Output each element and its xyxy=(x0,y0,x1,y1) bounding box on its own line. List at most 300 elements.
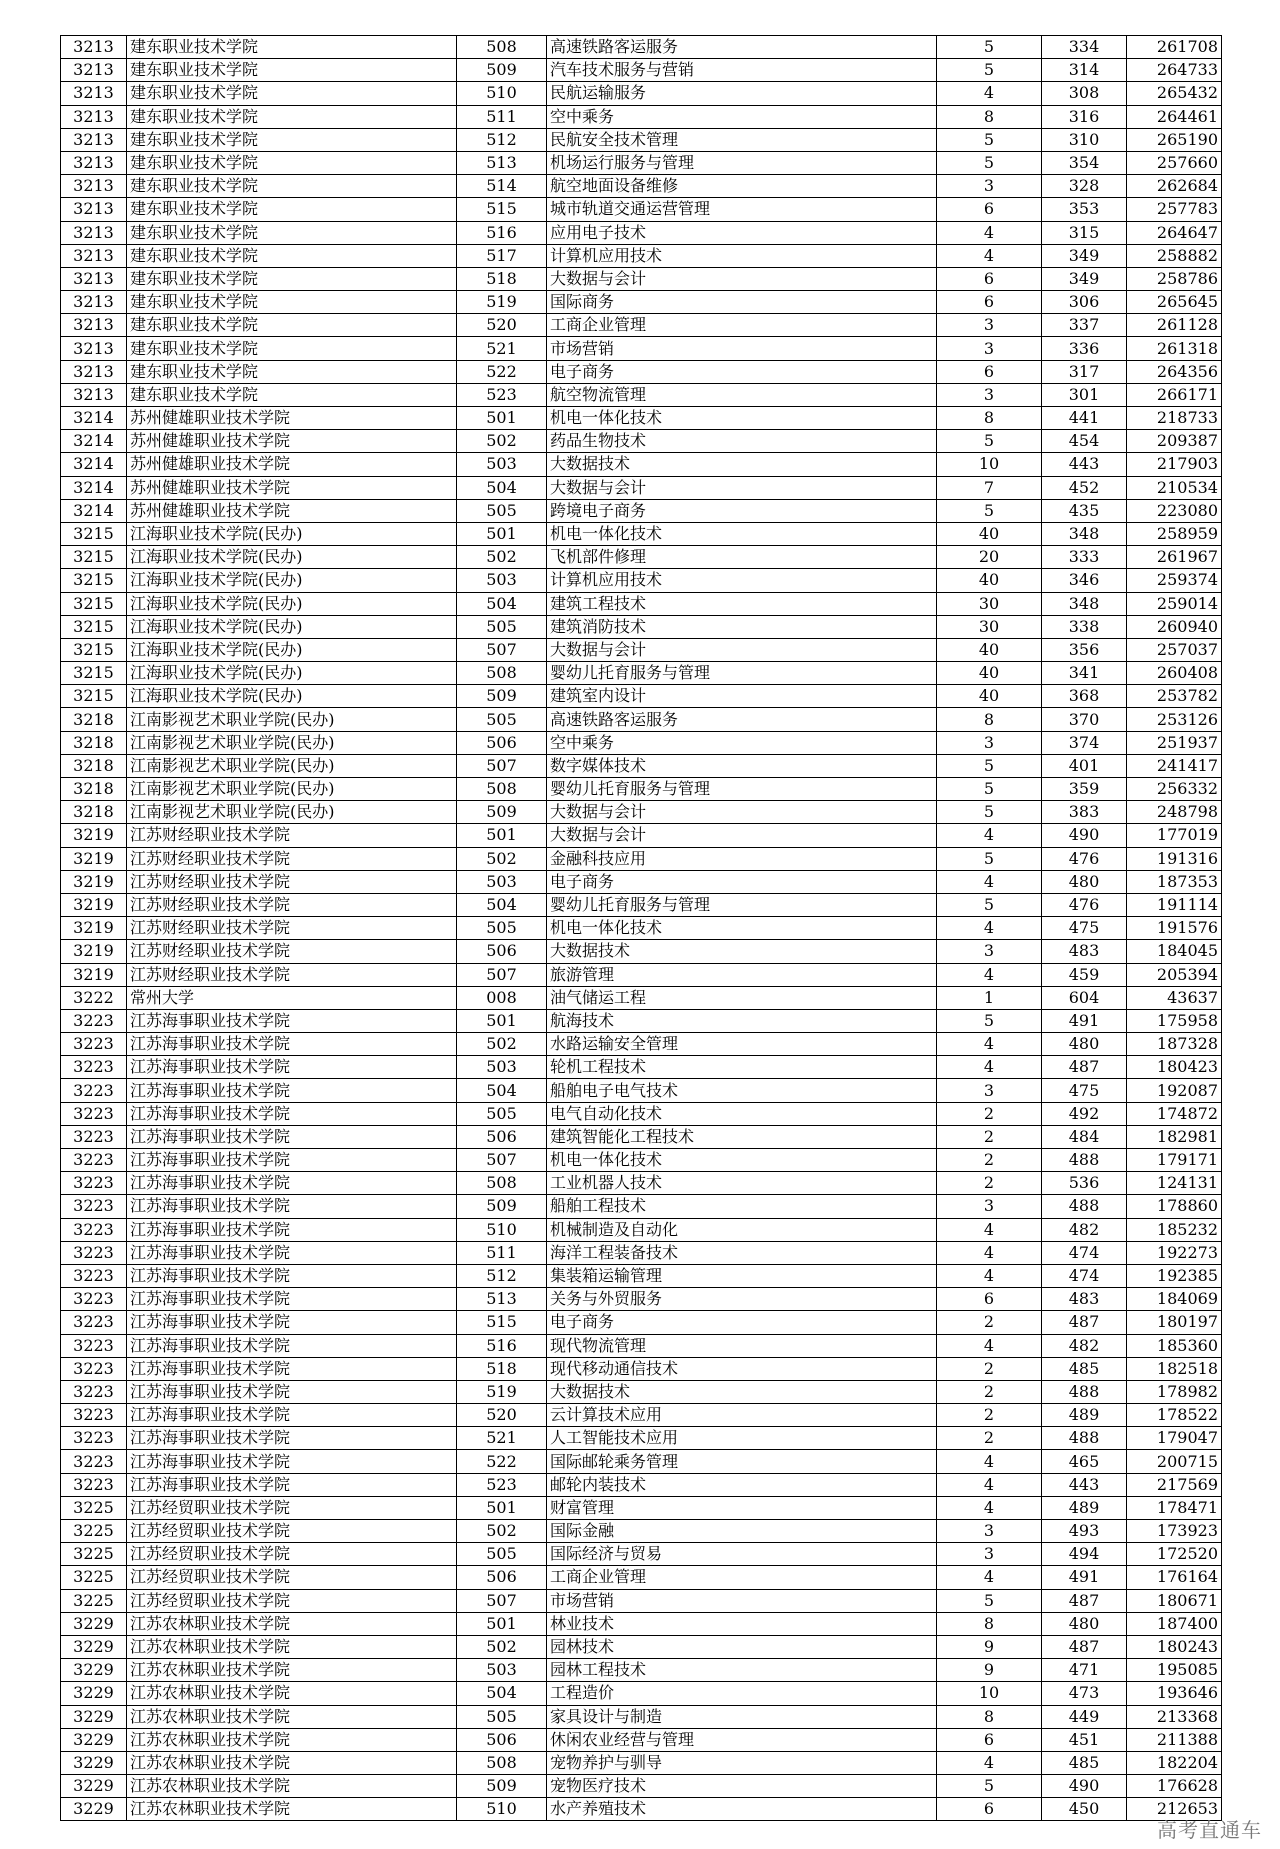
cell-min-rank: 217903 xyxy=(1127,453,1222,476)
cell-major-code: 506 xyxy=(457,731,547,754)
cell-school-name: 江南影视艺术职业学院(民办) xyxy=(127,801,457,824)
table-row xyxy=(61,314,1222,337)
cell-min-score: 494 xyxy=(1042,1543,1127,1566)
table-row xyxy=(61,105,1222,128)
cell-major-code: 516 xyxy=(457,221,547,244)
cell-major-name: 园林技术 xyxy=(547,1635,937,1658)
table-row xyxy=(61,546,1222,569)
table-row xyxy=(61,244,1222,267)
cell-min-rank: 192087 xyxy=(1127,1079,1222,1102)
cell-school-code: 3219 xyxy=(61,940,127,963)
cell-major-name: 家具设计与制造 xyxy=(547,1705,937,1728)
table-row xyxy=(61,1566,1222,1589)
table-row xyxy=(61,801,1222,824)
cell-min-rank: 205394 xyxy=(1127,963,1222,986)
cell-min-rank: 182981 xyxy=(1127,1125,1222,1148)
cell-school-name: 苏州健雄职业技术学院 xyxy=(127,407,457,430)
cell-min-rank: 177019 xyxy=(1127,824,1222,847)
cell-school-name: 江苏经贸职业技术学院 xyxy=(127,1566,457,1589)
cell-school-name: 江海职业技术学院(民办) xyxy=(127,638,457,661)
cell-major-name: 国际商务 xyxy=(547,291,937,314)
cell-major-code: 509 xyxy=(457,801,547,824)
cell-school-code: 3215 xyxy=(61,546,127,569)
cell-major-name: 电子商务 xyxy=(547,360,937,383)
cell-school-code: 3213 xyxy=(61,175,127,198)
cell-min-score: 336 xyxy=(1042,337,1127,360)
cell-plan-count: 8 xyxy=(937,1705,1042,1728)
cell-school-code: 3219 xyxy=(61,917,127,940)
cell-plan-count: 40 xyxy=(937,685,1042,708)
cell-school-code: 3229 xyxy=(61,1635,127,1658)
cell-major-code: 504 xyxy=(457,893,547,916)
cell-school-code: 3223 xyxy=(61,1241,127,1264)
table-row xyxy=(61,1728,1222,1751)
table-row xyxy=(61,1496,1222,1519)
table-row xyxy=(61,36,1222,59)
cell-school-name: 江南影视艺术职业学院(民办) xyxy=(127,708,457,731)
cell-major-code: 519 xyxy=(457,1380,547,1403)
cell-min-score: 452 xyxy=(1042,476,1127,499)
cell-major-name: 工程造价 xyxy=(547,1682,937,1705)
cell-school-code: 3219 xyxy=(61,824,127,847)
cell-school-name: 建东职业技术学院 xyxy=(127,360,457,383)
cell-school-name: 江苏财经职业技术学院 xyxy=(127,893,457,916)
cell-major-name: 宠物养护与驯导 xyxy=(547,1751,937,1774)
cell-min-rank: 191114 xyxy=(1127,893,1222,916)
cell-major-name: 国际金融 xyxy=(547,1520,937,1543)
cell-min-score: 475 xyxy=(1042,1079,1127,1102)
cell-major-name: 航海技术 xyxy=(547,1009,937,1032)
table-row xyxy=(61,708,1222,731)
table-row xyxy=(61,175,1222,198)
cell-school-name: 建东职业技术学院 xyxy=(127,267,457,290)
cell-major-name: 城市轨道交通运营管理 xyxy=(547,198,937,221)
cell-major-name: 现代物流管理 xyxy=(547,1334,937,1357)
cell-school-code: 3225 xyxy=(61,1520,127,1543)
cell-min-score: 450 xyxy=(1042,1798,1127,1821)
cell-school-name: 建东职业技术学院 xyxy=(127,128,457,151)
cell-school-code: 3213 xyxy=(61,314,127,337)
cell-school-name: 江苏财经职业技术学院 xyxy=(127,870,457,893)
cell-min-rank: 179047 xyxy=(1127,1427,1222,1450)
cell-major-name: 大数据技术 xyxy=(547,453,937,476)
cell-school-code: 3213 xyxy=(61,151,127,174)
cell-school-name: 江苏海事职业技术学院 xyxy=(127,1009,457,1032)
cell-min-rank: 192385 xyxy=(1127,1264,1222,1287)
cell-major-code: 517 xyxy=(457,244,547,267)
cell-school-name: 苏州健雄职业技术学院 xyxy=(127,499,457,522)
cell-major-name: 轮机工程技术 xyxy=(547,1056,937,1079)
cell-school-code: 3223 xyxy=(61,1172,127,1195)
cell-plan-count: 2 xyxy=(937,1172,1042,1195)
cell-major-name: 空中乘务 xyxy=(547,731,937,754)
cell-plan-count: 6 xyxy=(937,360,1042,383)
cell-school-name: 建东职业技术学院 xyxy=(127,36,457,59)
cell-school-code: 3229 xyxy=(61,1798,127,1821)
cell-min-rank: 266171 xyxy=(1127,383,1222,406)
cell-min-score: 383 xyxy=(1042,801,1127,824)
cell-min-score: 348 xyxy=(1042,592,1127,615)
cell-school-name: 江苏农林职业技术学院 xyxy=(127,1728,457,1751)
cell-min-rank: 178982 xyxy=(1127,1380,1222,1403)
cell-min-score: 317 xyxy=(1042,360,1127,383)
cell-plan-count: 3 xyxy=(937,314,1042,337)
cell-major-name: 园林工程技术 xyxy=(547,1659,937,1682)
cell-min-rank: 260940 xyxy=(1127,615,1222,638)
cell-min-rank: 178860 xyxy=(1127,1195,1222,1218)
cell-school-code: 3215 xyxy=(61,685,127,708)
admission-score-table xyxy=(60,35,1222,1821)
cell-min-score: 493 xyxy=(1042,1520,1127,1543)
cell-min-rank: 180671 xyxy=(1127,1589,1222,1612)
table-row xyxy=(61,1798,1222,1821)
cell-min-rank: 261318 xyxy=(1127,337,1222,360)
cell-min-rank: 264647 xyxy=(1127,221,1222,244)
cell-min-rank: 192273 xyxy=(1127,1241,1222,1264)
table-row xyxy=(61,1218,1222,1241)
cell-min-rank: 253782 xyxy=(1127,685,1222,708)
cell-min-score: 349 xyxy=(1042,267,1127,290)
table-row xyxy=(61,198,1222,221)
cell-min-score: 449 xyxy=(1042,1705,1127,1728)
cell-school-name: 建东职业技术学院 xyxy=(127,314,457,337)
cell-major-name: 婴幼儿托育服务与管理 xyxy=(547,893,937,916)
cell-major-code: 508 xyxy=(457,1751,547,1774)
cell-school-name: 江苏海事职业技术学院 xyxy=(127,1427,457,1450)
cell-plan-count: 4 xyxy=(937,1450,1042,1473)
cell-min-score: 315 xyxy=(1042,221,1127,244)
cell-plan-count: 40 xyxy=(937,522,1042,545)
cell-min-score: 488 xyxy=(1042,1195,1127,1218)
cell-school-name: 江海职业技术学院(民办) xyxy=(127,615,457,638)
cell-min-score: 353 xyxy=(1042,198,1127,221)
cell-min-rank: 218733 xyxy=(1127,407,1222,430)
cell-min-rank: 43637 xyxy=(1127,986,1222,1009)
table-row xyxy=(61,870,1222,893)
cell-min-rank: 217569 xyxy=(1127,1473,1222,1496)
cell-major-code: 513 xyxy=(457,151,547,174)
cell-major-code: 506 xyxy=(457,1728,547,1751)
cell-min-rank: 259374 xyxy=(1127,569,1222,592)
cell-min-rank: 187400 xyxy=(1127,1612,1222,1635)
cell-school-name: 江苏财经职业技术学院 xyxy=(127,847,457,870)
cell-min-rank: 184045 xyxy=(1127,940,1222,963)
cell-major-name: 大数据技术 xyxy=(547,1380,937,1403)
cell-major-name: 邮轮内装技术 xyxy=(547,1473,937,1496)
cell-min-score: 487 xyxy=(1042,1056,1127,1079)
cell-school-name: 江苏海事职业技术学院 xyxy=(127,1033,457,1056)
cell-school-code: 3214 xyxy=(61,476,127,499)
table-row xyxy=(61,360,1222,383)
cell-plan-count: 6 xyxy=(937,1288,1042,1311)
cell-plan-count: 2 xyxy=(937,1427,1042,1450)
table-row xyxy=(61,1102,1222,1125)
cell-school-code: 3213 xyxy=(61,291,127,314)
cell-min-rank: 264356 xyxy=(1127,360,1222,383)
cell-min-rank: 251937 xyxy=(1127,731,1222,754)
cell-school-name: 苏州健雄职业技术学院 xyxy=(127,453,457,476)
cell-major-code: 502 xyxy=(457,1635,547,1658)
cell-min-score: 443 xyxy=(1042,1473,1127,1496)
cell-min-rank: 187353 xyxy=(1127,870,1222,893)
cell-school-code: 3223 xyxy=(61,1125,127,1148)
cell-school-code: 3214 xyxy=(61,499,127,522)
cell-school-code: 3225 xyxy=(61,1543,127,1566)
cell-min-score: 374 xyxy=(1042,731,1127,754)
cell-min-rank: 191576 xyxy=(1127,917,1222,940)
cell-major-name: 工商企业管理 xyxy=(547,314,937,337)
cell-school-name: 江苏经贸职业技术学院 xyxy=(127,1543,457,1566)
table-row xyxy=(61,476,1222,499)
cell-school-code: 3229 xyxy=(61,1775,127,1798)
cell-min-score: 489 xyxy=(1042,1404,1127,1427)
cell-min-rank: 261708 xyxy=(1127,36,1222,59)
cell-school-name: 江苏农林职业技术学院 xyxy=(127,1705,457,1728)
cell-plan-count: 4 xyxy=(937,870,1042,893)
cell-plan-count: 3 xyxy=(937,1520,1042,1543)
cell-min-score: 333 xyxy=(1042,546,1127,569)
cell-min-rank: 187328 xyxy=(1127,1033,1222,1056)
cell-school-code: 3214 xyxy=(61,407,127,430)
cell-min-rank: 182518 xyxy=(1127,1357,1222,1380)
cell-school-name: 江苏海事职业技术学院 xyxy=(127,1288,457,1311)
cell-school-name: 建东职业技术学院 xyxy=(127,151,457,174)
cell-min-score: 487 xyxy=(1042,1311,1127,1334)
cell-school-code: 3213 xyxy=(61,337,127,360)
table-row xyxy=(61,1635,1222,1658)
cell-major-code: 520 xyxy=(457,1404,547,1427)
table-row xyxy=(61,430,1222,453)
table-row xyxy=(61,1241,1222,1264)
cell-major-code: 505 xyxy=(457,615,547,638)
cell-school-name: 江海职业技术学院(民办) xyxy=(127,569,457,592)
cell-min-rank: 178471 xyxy=(1127,1496,1222,1519)
cell-school-name: 江苏海事职业技术学院 xyxy=(127,1172,457,1195)
cell-min-rank: 195085 xyxy=(1127,1659,1222,1682)
cell-major-name: 高速铁路客运服务 xyxy=(547,36,937,59)
cell-major-code: 512 xyxy=(457,128,547,151)
watermark: 高考直通车 xyxy=(1157,1818,1262,1842)
cell-plan-count: 3 xyxy=(937,175,1042,198)
cell-school-code: 3213 xyxy=(61,36,127,59)
cell-major-name: 数字媒体技术 xyxy=(547,754,937,777)
cell-min-rank: 265645 xyxy=(1127,291,1222,314)
table-row xyxy=(61,1195,1222,1218)
cell-plan-count: 1 xyxy=(937,986,1042,1009)
cell-plan-count: 4 xyxy=(937,917,1042,940)
table-row xyxy=(61,638,1222,661)
cell-min-score: 308 xyxy=(1042,82,1127,105)
cell-major-name: 海洋工程装备技术 xyxy=(547,1241,937,1264)
cell-plan-count: 2 xyxy=(937,1357,1042,1380)
cell-plan-count: 8 xyxy=(937,407,1042,430)
cell-plan-count: 4 xyxy=(937,1566,1042,1589)
table-row xyxy=(61,1612,1222,1635)
cell-school-name: 江海职业技术学院(民办) xyxy=(127,592,457,615)
table-row xyxy=(61,615,1222,638)
cell-major-name: 大数据技术 xyxy=(547,940,937,963)
cell-major-name: 机电一体化技术 xyxy=(547,1149,937,1172)
cell-school-name: 江苏财经职业技术学院 xyxy=(127,824,457,847)
cell-min-rank: 259014 xyxy=(1127,592,1222,615)
cell-major-name: 林业技术 xyxy=(547,1612,937,1635)
cell-min-rank: 185232 xyxy=(1127,1218,1222,1241)
table-row xyxy=(61,569,1222,592)
cell-major-code: 520 xyxy=(457,314,547,337)
table-row xyxy=(61,917,1222,940)
cell-school-code: 3219 xyxy=(61,963,127,986)
table-row xyxy=(61,522,1222,545)
cell-major-code: 515 xyxy=(457,198,547,221)
cell-major-code: 008 xyxy=(457,986,547,1009)
cell-min-score: 443 xyxy=(1042,453,1127,476)
cell-plan-count: 3 xyxy=(937,1543,1042,1566)
table-row xyxy=(61,128,1222,151)
cell-plan-count: 6 xyxy=(937,1728,1042,1751)
cell-major-name: 电子商务 xyxy=(547,1311,937,1334)
cell-school-name: 江苏海事职业技术学院 xyxy=(127,1334,457,1357)
cell-plan-count: 4 xyxy=(937,244,1042,267)
cell-school-code: 3213 xyxy=(61,59,127,82)
cell-school-code: 3218 xyxy=(61,754,127,777)
cell-major-code: 523 xyxy=(457,383,547,406)
table-row xyxy=(61,754,1222,777)
cell-plan-count: 4 xyxy=(937,1473,1042,1496)
cell-school-name: 江海职业技术学院(民办) xyxy=(127,662,457,685)
cell-school-name: 江海职业技术学院(民办) xyxy=(127,522,457,545)
cell-school-code: 3214 xyxy=(61,453,127,476)
table-row xyxy=(61,1520,1222,1543)
cell-min-rank: 258786 xyxy=(1127,267,1222,290)
cell-min-rank: 180243 xyxy=(1127,1635,1222,1658)
cell-major-name: 建筑消防技术 xyxy=(547,615,937,638)
cell-school-name: 江苏农林职业技术学院 xyxy=(127,1751,457,1774)
cell-plan-count: 10 xyxy=(937,453,1042,476)
table-row xyxy=(61,1589,1222,1612)
cell-major-name: 民航安全技术管理 xyxy=(547,128,937,151)
cell-min-score: 349 xyxy=(1042,244,1127,267)
cell-plan-count: 9 xyxy=(937,1659,1042,1682)
cell-plan-count: 2 xyxy=(937,1125,1042,1148)
cell-plan-count: 4 xyxy=(937,1056,1042,1079)
table-row xyxy=(61,1751,1222,1774)
cell-min-rank: 174872 xyxy=(1127,1102,1222,1125)
cell-school-name: 江苏经贸职业技术学院 xyxy=(127,1589,457,1612)
cell-school-name: 建东职业技术学院 xyxy=(127,337,457,360)
cell-school-code: 3215 xyxy=(61,638,127,661)
cell-school-code: 3222 xyxy=(61,986,127,1009)
table-row xyxy=(61,82,1222,105)
cell-school-code: 3229 xyxy=(61,1659,127,1682)
table-row xyxy=(61,499,1222,522)
cell-plan-count: 6 xyxy=(937,198,1042,221)
cell-major-name: 云计算技术应用 xyxy=(547,1404,937,1427)
table-row xyxy=(61,685,1222,708)
cell-min-score: 483 xyxy=(1042,940,1127,963)
cell-min-rank: 258882 xyxy=(1127,244,1222,267)
cell-plan-count: 6 xyxy=(937,267,1042,290)
cell-major-name: 婴幼儿托育服务与管理 xyxy=(547,778,937,801)
cell-plan-count: 4 xyxy=(937,1496,1042,1519)
table-row xyxy=(61,592,1222,615)
cell-major-code: 501 xyxy=(457,407,547,430)
cell-major-code: 510 xyxy=(457,1218,547,1241)
cell-major-code: 514 xyxy=(457,175,547,198)
cell-min-rank: 241417 xyxy=(1127,754,1222,777)
cell-plan-count: 5 xyxy=(937,1775,1042,1798)
cell-min-rank: 248798 xyxy=(1127,801,1222,824)
cell-major-code: 516 xyxy=(457,1334,547,1357)
cell-major-code: 503 xyxy=(457,870,547,893)
cell-min-score: 475 xyxy=(1042,917,1127,940)
cell-min-rank: 264733 xyxy=(1127,59,1222,82)
cell-plan-count: 8 xyxy=(937,1612,1042,1635)
cell-school-code: 3223 xyxy=(61,1357,127,1380)
cell-school-name: 江南影视艺术职业学院(民办) xyxy=(127,731,457,754)
cell-school-code: 3215 xyxy=(61,662,127,685)
cell-plan-count: 4 xyxy=(937,82,1042,105)
cell-min-score: 370 xyxy=(1042,708,1127,731)
table-row xyxy=(61,847,1222,870)
cell-school-name: 苏州健雄职业技术学院 xyxy=(127,476,457,499)
table-row xyxy=(61,1427,1222,1450)
cell-school-code: 3213 xyxy=(61,128,127,151)
cell-major-code: 511 xyxy=(457,1241,547,1264)
table-row xyxy=(61,1450,1222,1473)
cell-major-name: 工商企业管理 xyxy=(547,1566,937,1589)
table-row xyxy=(61,1264,1222,1287)
cell-major-name: 船舶工程技术 xyxy=(547,1195,937,1218)
cell-min-score: 484 xyxy=(1042,1125,1127,1148)
cell-min-score: 480 xyxy=(1042,1033,1127,1056)
cell-major-code: 506 xyxy=(457,1566,547,1589)
cell-major-code: 510 xyxy=(457,82,547,105)
cell-school-name: 江苏海事职业技术学院 xyxy=(127,1195,457,1218)
cell-major-name: 机电一体化技术 xyxy=(547,522,937,545)
cell-min-rank: 172520 xyxy=(1127,1543,1222,1566)
cell-min-score: 337 xyxy=(1042,314,1127,337)
table-row xyxy=(61,1288,1222,1311)
table-row xyxy=(61,940,1222,963)
cell-min-score: 471 xyxy=(1042,1659,1127,1682)
cell-min-score: 491 xyxy=(1042,1566,1127,1589)
cell-school-code: 3229 xyxy=(61,1612,127,1635)
cell-major-code: 521 xyxy=(457,1427,547,1450)
cell-major-code: 515 xyxy=(457,1311,547,1334)
table-row xyxy=(61,1009,1222,1032)
cell-school-code: 3223 xyxy=(61,1427,127,1450)
cell-major-code: 509 xyxy=(457,1195,547,1218)
cell-school-name: 江苏农林职业技术学院 xyxy=(127,1635,457,1658)
cell-school-code: 3213 xyxy=(61,105,127,128)
cell-major-code: 503 xyxy=(457,1659,547,1682)
cell-min-score: 482 xyxy=(1042,1218,1127,1241)
cell-school-name: 江苏海事职业技术学院 xyxy=(127,1125,457,1148)
cell-major-code: 501 xyxy=(457,1009,547,1032)
cell-school-name: 江苏财经职业技术学院 xyxy=(127,940,457,963)
cell-major-code: 505 xyxy=(457,1705,547,1728)
cell-plan-count: 5 xyxy=(937,59,1042,82)
cell-major-name: 电子商务 xyxy=(547,870,937,893)
table-row xyxy=(61,291,1222,314)
cell-major-name: 应用电子技术 xyxy=(547,221,937,244)
cell-major-name: 大数据与会计 xyxy=(547,801,937,824)
cell-plan-count: 3 xyxy=(937,383,1042,406)
cell-min-score: 487 xyxy=(1042,1635,1127,1658)
cell-min-rank: 257037 xyxy=(1127,638,1222,661)
table-row xyxy=(61,337,1222,360)
cell-min-score: 480 xyxy=(1042,1612,1127,1635)
